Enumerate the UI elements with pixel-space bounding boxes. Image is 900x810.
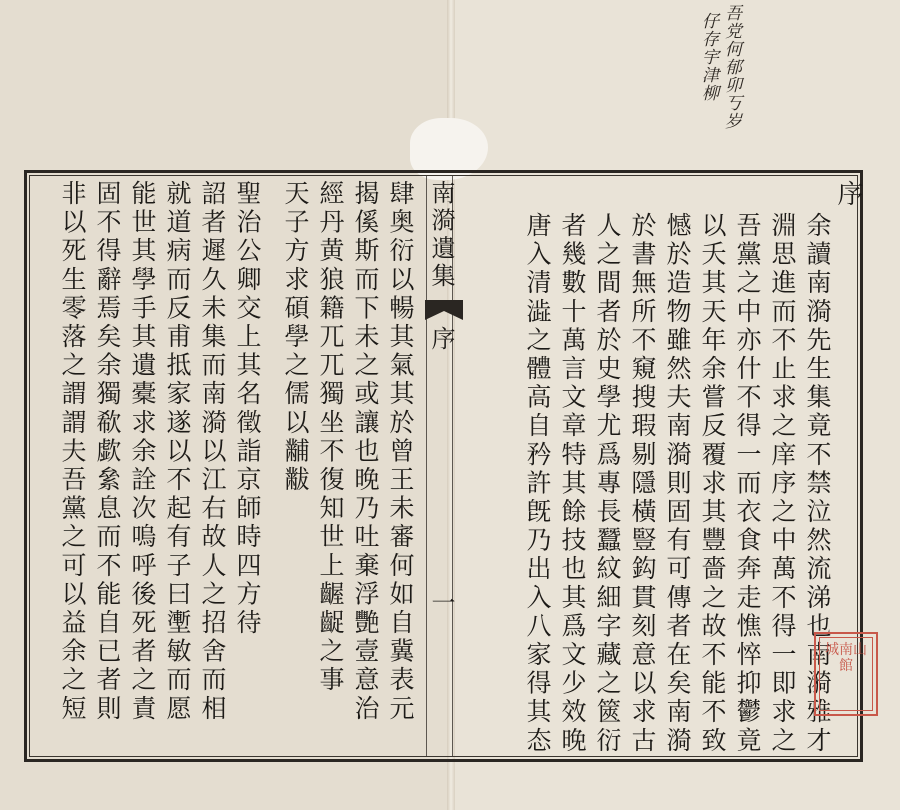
text-column-15: 詔者遲久未集而南漪以江右故人之招舍而相 (198, 180, 227, 724)
section-label: 序 (427, 326, 455, 354)
text-column-6: 於書無所不窺搜瑕剔隱橫豎鈎貫刻意以求古 (628, 212, 657, 756)
text-column-11: 揭傒斯而下未之或讓也晚乃吐棄浮艷壹意治 (351, 180, 380, 724)
preface-heading: 序 (833, 180, 863, 210)
red-seal-stamp (814, 632, 878, 716)
text-column-10: 肆奥衍以暢其氣其於曾王未審何如自冀表元 (386, 180, 415, 724)
book-title: 南漪遺集 (427, 180, 455, 291)
text-column-16: 就道病而反甫抵家遂以不起有子曰壍敏而愿 (163, 180, 192, 724)
text-column-2: 淵思進而不止求之庠序之中萬不得一即求之 (768, 212, 797, 756)
folio-number: 一 (427, 590, 455, 618)
colophon-line-1: 吾党何郁卯丂岁 (721, 4, 741, 130)
text-column-9: 唐入清澁之體高自矜許旣乃出入八家得其态 (523, 212, 552, 756)
text-column-14: 聖治公卿交上其名徵詣京師時四方待 (233, 180, 262, 638)
text-column-12: 經丹黄狼籍兀兀獨坐不復知世上齷齪之事 (316, 180, 345, 695)
text-column-1: 余讀南漪先生集竟不禁泣然流涕也南漪雅才 (803, 212, 832, 756)
text-column-4: 以夭其天年余嘗反覆求其豐嗇之故不能不致 (698, 212, 727, 756)
text-column-7: 人之間者於史學尤爲專長蠶紋細字藏之篋衍 (593, 212, 622, 756)
text-column-18: 固不得辭焉矣余獨欷歔絫息而不能自已者則 (93, 180, 122, 724)
colophon-line-2: 仔存宇津柳 (698, 12, 718, 102)
text-column-5: 憾於造物雖然夫南漪則固有可傳者在矣南漪 (663, 212, 692, 756)
text-column-17: 能世其學手其遺橐求余詮次嗚呼後死者之責 (128, 180, 157, 724)
text-column-13: 天子方求碩學之儒以黼黻 (281, 180, 310, 495)
seal-inscription: 城南山館 (825, 642, 867, 674)
text-column-8: 者幾數十萬言文章特其餘技也其爲文少效晚 (558, 212, 587, 756)
text-column-19: 非以死生零落之謂謂夫吾黨之可以益余之短 (58, 180, 87, 724)
text-column-3: 吾黨之中亦什不得一而衣食奔走憔悴抑鬱竟 (733, 212, 762, 756)
